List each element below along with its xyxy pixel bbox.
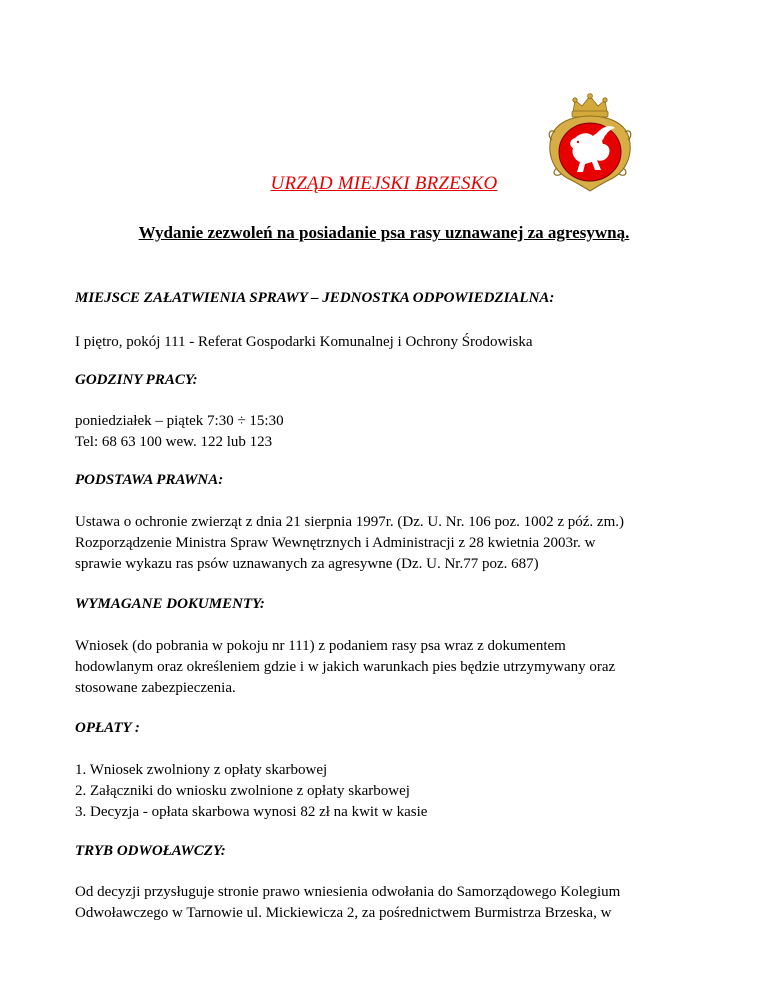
section-appeal (75, 841, 715, 862)
section-heading: GODZINY PRACY: (75, 372, 198, 388)
section-fees-body (75, 760, 715, 823)
text-line: stosowane zabezpieczenia. (75, 680, 236, 696)
text-line: poniedziałek – piątek 7:30 ÷ 15:30 (75, 413, 284, 429)
text-line: sprawie wykazu ras psów uznawanych za agresywne (Dz. U. Nr.77 poz. 687) (75, 556, 539, 572)
section-heading: OPŁATY : (75, 720, 140, 736)
text-line: hodowlanym oraz określeniem gdzie i w jakich warunkach pies będzie utrzymywany oraz (75, 659, 616, 675)
section-legal-body (75, 512, 715, 575)
section-location-body (75, 332, 715, 353)
text-line: Ustawa o ochronie zwierząt z dnia 21 sierpnia 1997r. (Dz. U. Nr. 106 poz. 1002 z póź. zm.) (75, 514, 625, 530)
section-documents (75, 594, 715, 615)
text-line: Odwoławczego w Tarnowie ul. Mickiewicza 2, za pośrednictwem Burmistrza Brzeska, w (75, 905, 612, 921)
section-hours (75, 370, 715, 391)
office-name: URZĄD MIEJSKI BRZESKO (270, 173, 498, 194)
section-location (75, 288, 715, 309)
section-legal (75, 470, 715, 491)
section-heading: PODSTAWA PRAWNA: (75, 472, 224, 488)
section-appeal-body (75, 882, 715, 924)
document-title: Wydanie zezwoleń na posiadanie psa rasy uznawanej za agresywną. (138, 223, 630, 242)
text-line: 1. Wniosek zwolniony z opłaty skarbowej (75, 762, 328, 778)
text-line: I piętro, pokój 111 - Referat Gospodarki Komunalnej i Ochrony Środowiska (75, 334, 533, 350)
section-heading: TRYB ODWOŁAWCZY: (75, 843, 226, 859)
section-fees (75, 718, 715, 739)
text-line: Rozporządzenie Ministra Spraw Wewnętrznych i Administracji z 28 kwietnia 2003r. w (75, 535, 596, 551)
section-heading: MIEJSCE ZAŁATWIENIA SPRAWY – JEDNOSTKA ODPOWIEDZIALNA: (75, 290, 555, 306)
section-hours-body (75, 411, 715, 453)
text-line: 2. Załączniki do wniosku zwolnione z opłaty skarbowej (75, 783, 410, 799)
text-line: Tel: 68 63 100 wew. 122 lub 123 (75, 434, 273, 450)
section-documents-body (75, 636, 715, 699)
text-line: Wniosek (do pobrania w pokoju nr 111) z podaniem rasy psa wraz z dokumentem (75, 638, 566, 654)
section-heading: WYMAGANE DOKUMENTY: (75, 596, 265, 612)
text-line: Od decyzji przysługuje stronie prawo wniesienia odwołania do Samorządowego Kolegium (75, 884, 621, 900)
text-line: 3. Decyzja - opłata skarbowa wynosi 82 zł na kwit w kasie (75, 804, 428, 820)
